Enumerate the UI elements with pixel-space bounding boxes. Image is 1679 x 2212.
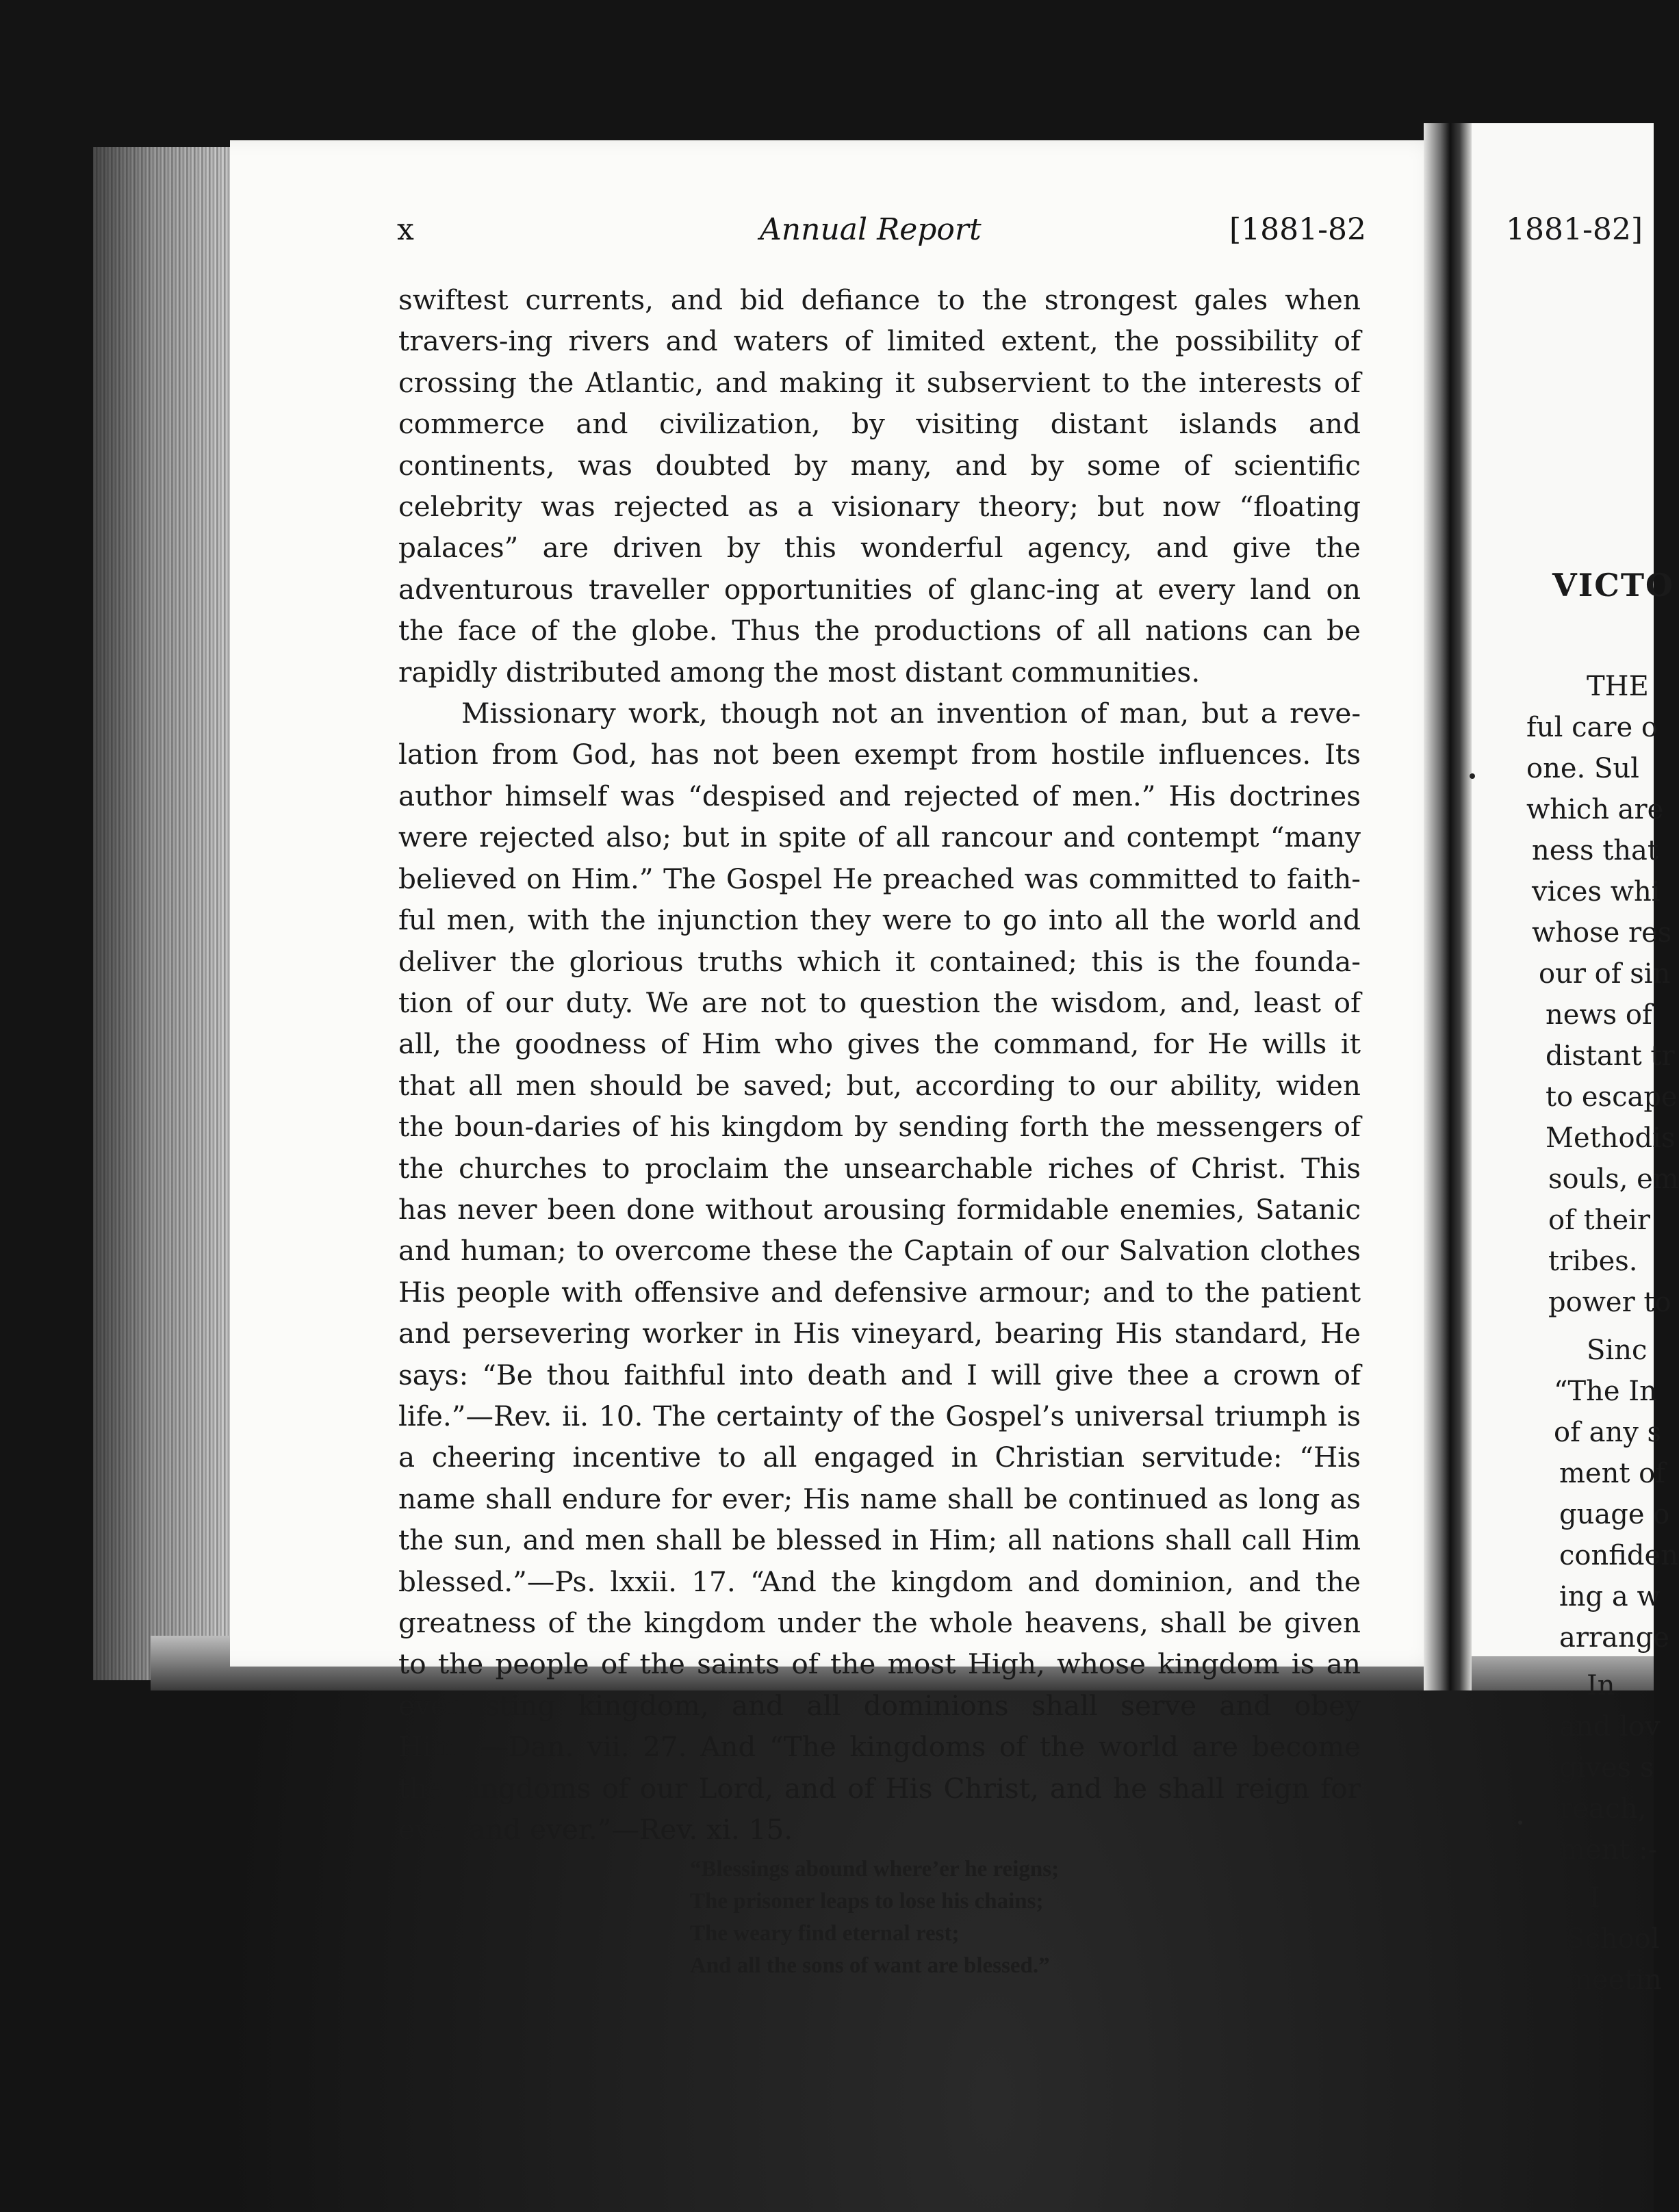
right-page-line: power to [1548, 1287, 1671, 1318]
right-page-line: tribes. [1548, 1246, 1638, 1277]
right-page-line: ful care o [1526, 712, 1658, 743]
body-text [398, 279, 1361, 1850]
right-page-line: vices whi [1532, 876, 1661, 908]
page-number: x [397, 212, 414, 247]
right-page-line: THE [1587, 671, 1649, 702]
running-title: Annual Report [760, 212, 982, 247]
right-page-line: School [1566, 1923, 1660, 1955]
right-page-line: of their [1548, 1205, 1651, 1236]
right-page-line: gives s [1559, 1752, 1654, 1784]
right-page-heading: VICTO [1552, 567, 1675, 604]
right-page-line: one. Sul [1526, 753, 1639, 784]
right-page-line: Methodis [1546, 1122, 1676, 1154]
dust-speck [1470, 773, 1475, 779]
book-gutter [1424, 123, 1472, 1690]
right-page-line: news of [1546, 999, 1652, 1031]
right-page-line: meetin [1566, 1964, 1662, 1996]
verse-line: “Blessings abound where’er he reigns; [690, 1857, 1060, 1881]
right-page-line: to escape [1546, 1081, 1678, 1113]
right-page-line: souls, em [1548, 1163, 1679, 1195]
right-page-line: arrange [1559, 1622, 1669, 1654]
right-page-line: In [1587, 1670, 1615, 1701]
paragraph-1: swiftest currents, and bid defiance to the strongest gales when travers-ing rivers and waters of limited extent, the possibility of crossing the Atlantic, and making it subservient to the interests of commerce and civilization, by visiting distant islands and continents, was doubted by many, and by some of scientific celebrity was rejected as a visionary theory; but now “floating palaces” are driven by this wonderful agency, and give the adventurous traveller opportunities of glanc-ing at every land on the face of the globe. Thus the productions of all nations can be rapidly distributed among the most distant communities. [398, 283, 1361, 689]
right-page-line: distant tr [1546, 1040, 1675, 1072]
right-page-line: whose res [1532, 917, 1672, 949]
verse-quote [690, 1853, 1059, 1982]
verse-line: The prisoner leaps to lose his chains; [690, 1889, 1044, 1914]
right-page-line: our of sin [1539, 958, 1671, 990]
year-bracket: [1881-82 [1229, 212, 1366, 247]
right-page-line: reach, [1559, 1793, 1647, 1825]
verse-line: And all the sons of want are blessed.” [690, 1953, 1050, 1978]
right-page-line: I [1589, 1882, 1600, 1914]
right-page-line: ment :- [1559, 1834, 1658, 1866]
page-edges-shadow [93, 147, 230, 1680]
verse-line: The weary find eternal rest; [690, 1921, 960, 1946]
right-page-line: of any s [1554, 1417, 1662, 1448]
right-page-year: 1881-82] [1506, 212, 1643, 247]
right-page-line: ness that [1532, 835, 1658, 866]
right-page-line: guage o [1559, 1499, 1670, 1530]
dust-speck [1518, 1821, 1522, 1825]
right-page-line: Sinc [1587, 1335, 1648, 1366]
right-page-line: ment of [1559, 1458, 1666, 1489]
right-page-line: “The In [1554, 1376, 1657, 1407]
paragraph-2: Missionary work, though not an invention of man, but a reve-lation from God, has not been exempt from hostile influences. Its author himself was “despised and rejected of men.” His doctrines were rejected also; but in spite of all rancour and contempt “many believed on Him.” The Gospel He preached was committed to faith-ful men, with the injunction they were to go into all the world and deliver the glorious truths which it contained; this is the founda-tion of our duty. We are not to question the wisdom, and, least of all, the goodness of Him who gives the command, for He wills it that all men should be saved; but, according to our ability, widen the boun-daries of his kingdom by sending forth the messengers of the churches to proclaim the unsearchable riches of Christ. This has never been done without arousing formidable enemies, Satanic and human; to overcome these the Captain of our Salvation clothes His people with offensive and defensive armour; and to the patient and persevering worker in His vineyard, bearing His standard, He says: “Be thou faithful into death and I will give thee a crown of life.”—Rev. ii. 10. The certainty of the Gospel’s universal triumph is a cheering incentive to all engaged in Christian servitude: “His name shall endure for ever; His name shall be continued as long as the sun, and men shall be blessed in Him; all nations shall call Him blessed.”—Ps. lxxii. 17. “And the kingdom and dominion, and the greatness of the kingdom under the whole heavens, shall be given to the people of the saints of the most High, whose kingdom is an everlasting kingdom, and all dominions shall serve and obey Him.”—Dan. vii. 27. And “The kingdoms of the world are become the kingdoms of our Lord, and of His Christ, and he shall reign for ever and ever.”—Rev. xi. 15. [398, 697, 1361, 1847]
right-page-line: and lov [1559, 1711, 1661, 1742]
right-page-line: confiden [1559, 1540, 1678, 1571]
right-page-line: which are [1526, 794, 1664, 825]
right-page-line: ing a w [1559, 1581, 1661, 1612]
